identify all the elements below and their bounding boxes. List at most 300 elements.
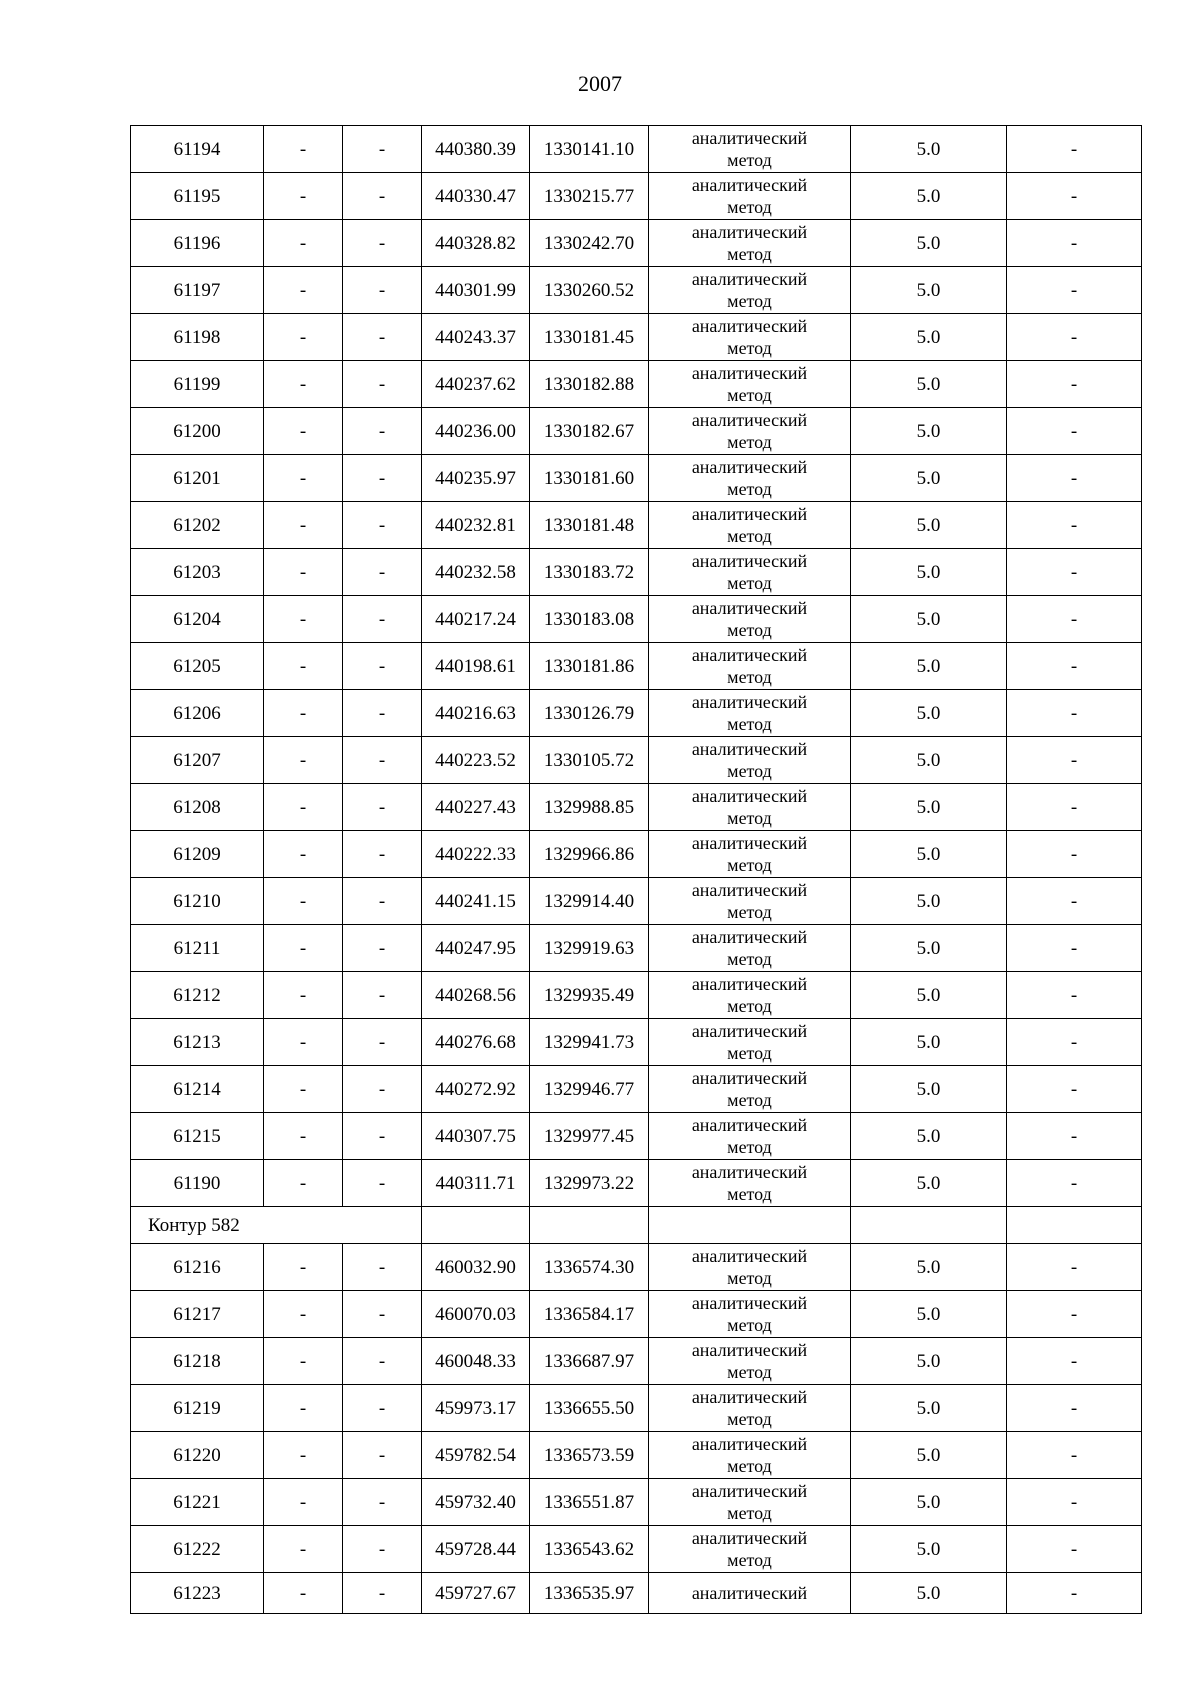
- method-cell: [649, 1479, 851, 1526]
- table-row: [131, 690, 1142, 737]
- x-coordinate-cell: 440237.62: [422, 361, 530, 408]
- dash-cell: -: [1007, 972, 1142, 1019]
- y-coordinate-cell: 1330181.45: [530, 314, 649, 361]
- table-row: [131, 643, 1142, 690]
- point-id-cell: 61219: [131, 1385, 264, 1432]
- dash-cell: -: [264, 643, 343, 690]
- method-cell: [649, 596, 851, 643]
- y-coordinate-cell: 1329914.40: [530, 878, 649, 925]
- accuracy-cell: 5.0: [851, 314, 1007, 361]
- method-line-2: метод: [727, 244, 772, 264]
- method-cell: [649, 1432, 851, 1479]
- dash-cell: -: [1007, 643, 1142, 690]
- table-row: [131, 737, 1142, 784]
- y-coordinate-cell: 1329946.77: [530, 1066, 649, 1113]
- table-row: [131, 502, 1142, 549]
- x-coordinate-cell: 440232.81: [422, 502, 530, 549]
- method-line-2: метод: [727, 1137, 772, 1157]
- y-coordinate-cell: 1330181.86: [530, 643, 649, 690]
- accuracy-cell: 5.0: [851, 878, 1007, 925]
- method-line-1: аналитический: [691, 363, 808, 383]
- table-row: [131, 1479, 1142, 1526]
- dash-cell: -: [1007, 1432, 1142, 1479]
- method-line-1: аналитический: [691, 1021, 808, 1041]
- method-line-1: аналитический: [691, 1387, 808, 1407]
- dash-cell: -: [1007, 502, 1142, 549]
- x-coordinate-cell: 440268.56: [422, 972, 530, 1019]
- dash-cell: -: [1007, 126, 1142, 173]
- method-line-1: аналитический: [691, 504, 808, 524]
- x-coordinate-cell: 460070.03: [422, 1291, 530, 1338]
- dash-cell: -: [343, 549, 422, 596]
- dash-cell: -: [264, 455, 343, 502]
- x-coordinate-cell: 440380.39: [422, 126, 530, 173]
- y-coordinate-cell: 1330183.08: [530, 596, 649, 643]
- table-row: [131, 408, 1142, 455]
- table-row: [131, 455, 1142, 502]
- dash-cell: -: [343, 737, 422, 784]
- dash-cell: -: [264, 314, 343, 361]
- x-coordinate-cell: 440217.24: [422, 596, 530, 643]
- method-line-2: метод: [727, 620, 772, 640]
- x-coordinate-cell: 440223.52: [422, 737, 530, 784]
- method-cell: [649, 1291, 851, 1338]
- method-line-2: метод: [727, 1315, 772, 1335]
- accuracy-cell: 5.0: [851, 1338, 1007, 1385]
- dash-cell: -: [343, 643, 422, 690]
- y-coordinate-cell: 1329977.45: [530, 1113, 649, 1160]
- table-row: [131, 1432, 1142, 1479]
- method-line-2: метод: [727, 197, 772, 217]
- dash-cell: -: [343, 925, 422, 972]
- dash-cell: -: [343, 361, 422, 408]
- x-coordinate-cell: 440236.00: [422, 408, 530, 455]
- x-coordinate-cell: 440222.33: [422, 831, 530, 878]
- method-cell: [649, 1526, 851, 1573]
- accuracy-cell: 5.0: [851, 502, 1007, 549]
- table-row: [131, 173, 1142, 220]
- dash-cell: -: [1007, 1244, 1142, 1291]
- dash-cell: -: [1007, 1338, 1142, 1385]
- method-cell: [649, 408, 851, 455]
- accuracy-cell: 5.0: [851, 173, 1007, 220]
- y-coordinate-cell: 1330182.67: [530, 408, 649, 455]
- y-coordinate-cell: 1329941.73: [530, 1019, 649, 1066]
- x-coordinate-cell: 440328.82: [422, 220, 530, 267]
- point-id-cell: 61217: [131, 1291, 264, 1338]
- method-line-2: метод: [727, 1090, 772, 1110]
- method-line-2: метод: [727, 432, 772, 452]
- point-id-cell: 61204: [131, 596, 264, 643]
- method-line-2: метод: [727, 526, 772, 546]
- method-line-1: аналитический: [691, 175, 808, 195]
- dash-cell: -: [264, 1244, 343, 1291]
- method-line-1: аналитический: [691, 1583, 808, 1603]
- x-coordinate-cell: 440301.99: [422, 267, 530, 314]
- point-id-cell: 61214: [131, 1066, 264, 1113]
- dash-cell: -: [343, 1066, 422, 1113]
- dash-cell: -: [264, 502, 343, 549]
- dash-cell: -: [1007, 173, 1142, 220]
- table-row: [131, 549, 1142, 596]
- x-coordinate-cell: 440232.58: [422, 549, 530, 596]
- point-id-cell: 61210: [131, 878, 264, 925]
- method-cell: [649, 831, 851, 878]
- dash-cell: -: [1007, 1385, 1142, 1432]
- x-coordinate-cell: 460032.90: [422, 1244, 530, 1291]
- dash-cell: -: [1007, 878, 1142, 925]
- dash-cell: -: [1007, 220, 1142, 267]
- y-coordinate-cell: 1330181.48: [530, 502, 649, 549]
- dash-cell: -: [264, 267, 343, 314]
- table-row: [131, 831, 1142, 878]
- dash-cell: -: [1007, 1066, 1142, 1113]
- method-cell: [649, 1385, 851, 1432]
- dash-cell: -: [264, 831, 343, 878]
- dash-cell: -: [343, 1019, 422, 1066]
- y-coordinate-cell: 1330182.88: [530, 361, 649, 408]
- table-row: [131, 1338, 1142, 1385]
- table-row: [131, 784, 1142, 831]
- dash-cell: -: [264, 1113, 343, 1160]
- empty-cell: [649, 1207, 851, 1244]
- dash-cell: -: [343, 784, 422, 831]
- point-id-cell: 61201: [131, 455, 264, 502]
- x-coordinate-cell: 459728.44: [422, 1526, 530, 1573]
- dash-cell: -: [343, 1244, 422, 1291]
- method-cell: [649, 1244, 851, 1291]
- method-line-1: аналитический: [691, 1293, 808, 1313]
- dash-cell: -: [1007, 1526, 1142, 1573]
- point-id-cell: 61190: [131, 1160, 264, 1207]
- dash-cell: -: [264, 737, 343, 784]
- accuracy-cell: 5.0: [851, 408, 1007, 455]
- y-coordinate-cell: 1336574.30: [530, 1244, 649, 1291]
- accuracy-cell: 5.0: [851, 1291, 1007, 1338]
- point-id-cell: 61209: [131, 831, 264, 878]
- dash-cell: -: [343, 455, 422, 502]
- dash-cell: -: [264, 690, 343, 737]
- accuracy-cell: 5.0: [851, 267, 1007, 314]
- table-row: [131, 1526, 1142, 1573]
- y-coordinate-cell: 1336573.59: [530, 1432, 649, 1479]
- method-line-2: метод: [727, 855, 772, 875]
- dash-cell: -: [343, 1385, 422, 1432]
- y-coordinate-cell: 1336543.62: [530, 1526, 649, 1573]
- dash-cell: -: [343, 314, 422, 361]
- method-line-2: метод: [727, 150, 772, 170]
- point-id-cell: 61213: [131, 1019, 264, 1066]
- table-row: [131, 1385, 1142, 1432]
- table-row: [131, 596, 1142, 643]
- method-line-2: метод: [727, 808, 772, 828]
- dash-cell: -: [264, 1066, 343, 1113]
- table-row: [131, 878, 1142, 925]
- method-cell: [649, 1573, 851, 1614]
- dash-cell: -: [343, 502, 422, 549]
- x-coordinate-cell: 460048.33: [422, 1338, 530, 1385]
- dash-cell: -: [264, 925, 343, 972]
- coordinates-table: [130, 125, 1142, 1614]
- accuracy-cell: 5.0: [851, 1160, 1007, 1207]
- method-cell: [649, 737, 851, 784]
- contour-header-row: [131, 1207, 1142, 1244]
- dash-cell: -: [264, 173, 343, 220]
- x-coordinate-cell: 459727.67: [422, 1573, 530, 1614]
- dash-cell: -: [343, 1160, 422, 1207]
- x-coordinate-cell: 459732.40: [422, 1479, 530, 1526]
- x-coordinate-cell: 440247.95: [422, 925, 530, 972]
- method-line-2: метод: [727, 1043, 772, 1063]
- y-coordinate-cell: 1336551.87: [530, 1479, 649, 1526]
- method-line-2: метод: [727, 1550, 772, 1570]
- method-line-2: метод: [727, 479, 772, 499]
- y-coordinate-cell: 1329966.86: [530, 831, 649, 878]
- table-row: [131, 267, 1142, 314]
- x-coordinate-cell: 440276.68: [422, 1019, 530, 1066]
- empty-cell: [1007, 1207, 1142, 1244]
- dash-cell: -: [343, 220, 422, 267]
- method-line-1: аналитический: [691, 739, 808, 759]
- method-line-2: метод: [727, 1409, 772, 1429]
- accuracy-cell: 5.0: [851, 455, 1007, 502]
- table-row: [131, 361, 1142, 408]
- method-line-1: аналитический: [691, 1340, 808, 1360]
- point-id-cell: 61196: [131, 220, 264, 267]
- method-cell: [649, 643, 851, 690]
- dash-cell: -: [1007, 361, 1142, 408]
- point-id-cell: 61222: [131, 1526, 264, 1573]
- point-id-cell: 61197: [131, 267, 264, 314]
- method-line-2: метод: [727, 338, 772, 358]
- method-cell: [649, 314, 851, 361]
- point-id-cell: 61203: [131, 549, 264, 596]
- accuracy-cell: 5.0: [851, 1113, 1007, 1160]
- method-line-1: аналитический: [691, 598, 808, 618]
- dash-cell: -: [1007, 1160, 1142, 1207]
- point-id-cell: 61195: [131, 173, 264, 220]
- point-id-cell: 61194: [131, 126, 264, 173]
- dash-cell: -: [1007, 784, 1142, 831]
- point-id-cell: 61200: [131, 408, 264, 455]
- method-cell: [649, 972, 851, 1019]
- method-cell: [649, 1160, 851, 1207]
- y-coordinate-cell: 1329935.49: [530, 972, 649, 1019]
- table-row: [131, 1113, 1142, 1160]
- y-coordinate-cell: 1329988.85: [530, 784, 649, 831]
- dash-cell: -: [264, 972, 343, 1019]
- accuracy-cell: 5.0: [851, 690, 1007, 737]
- method-cell: [649, 1338, 851, 1385]
- dash-cell: -: [1007, 737, 1142, 784]
- dash-cell: -: [343, 1338, 422, 1385]
- dash-cell: -: [264, 596, 343, 643]
- dash-cell: -: [264, 1573, 343, 1614]
- accuracy-cell: 5.0: [851, 361, 1007, 408]
- accuracy-cell: 5.0: [851, 549, 1007, 596]
- method-cell: [649, 361, 851, 408]
- method-line-1: аналитический: [691, 222, 808, 242]
- accuracy-cell: 5.0: [851, 596, 1007, 643]
- table-row: [131, 314, 1142, 361]
- method-line-1: аналитический: [691, 551, 808, 571]
- table-body: [131, 126, 1142, 1614]
- point-id-cell: 61208: [131, 784, 264, 831]
- accuracy-cell: 5.0: [851, 1066, 1007, 1113]
- table-row: [131, 1066, 1142, 1113]
- method-line-2: метод: [727, 949, 772, 969]
- dash-cell: -: [343, 1291, 422, 1338]
- method-line-1: аналитический: [691, 128, 808, 148]
- method-line-1: аналитический: [691, 927, 808, 947]
- accuracy-cell: 5.0: [851, 126, 1007, 173]
- x-coordinate-cell: 440241.15: [422, 878, 530, 925]
- x-coordinate-cell: 440198.61: [422, 643, 530, 690]
- y-coordinate-cell: 1330126.79: [530, 690, 649, 737]
- dash-cell: -: [1007, 1019, 1142, 1066]
- method-line-2: метод: [727, 1456, 772, 1476]
- method-cell: [649, 784, 851, 831]
- x-coordinate-cell: 440330.47: [422, 173, 530, 220]
- x-coordinate-cell: 459973.17: [422, 1385, 530, 1432]
- x-coordinate-cell: 440227.43: [422, 784, 530, 831]
- method-cell: [649, 455, 851, 502]
- x-coordinate-cell: 440307.75: [422, 1113, 530, 1160]
- x-coordinate-cell: 440243.37: [422, 314, 530, 361]
- method-cell: [649, 925, 851, 972]
- method-cell: [649, 1066, 851, 1113]
- point-id-cell: 61211: [131, 925, 264, 972]
- table-row: [131, 126, 1142, 173]
- dash-cell: -: [264, 549, 343, 596]
- y-coordinate-cell: 1330215.77: [530, 173, 649, 220]
- accuracy-cell: 5.0: [851, 737, 1007, 784]
- method-cell: [649, 878, 851, 925]
- dash-cell: -: [1007, 1573, 1142, 1614]
- dash-cell: -: [343, 1432, 422, 1479]
- y-coordinate-cell: 1336535.97: [530, 1573, 649, 1614]
- accuracy-cell: 5.0: [851, 1244, 1007, 1291]
- method-line-1: аналитический: [691, 880, 808, 900]
- method-line-1: аналитический: [691, 833, 808, 853]
- method-line-1: аналитический: [691, 1434, 808, 1454]
- y-coordinate-cell: 1330260.52: [530, 267, 649, 314]
- method-cell: [649, 173, 851, 220]
- dash-cell: -: [343, 267, 422, 314]
- dash-cell: -: [1007, 831, 1142, 878]
- method-line-1: аналитический: [691, 692, 808, 712]
- dash-cell: -: [264, 878, 343, 925]
- dash-cell: -: [264, 1291, 343, 1338]
- dash-cell: -: [1007, 1291, 1142, 1338]
- point-id-cell: 61221: [131, 1479, 264, 1526]
- dash-cell: -: [1007, 596, 1142, 643]
- point-id-cell: 61198: [131, 314, 264, 361]
- dash-cell: -: [343, 972, 422, 1019]
- method-line-2: метод: [727, 761, 772, 781]
- table-row: [131, 1291, 1142, 1338]
- dash-cell: -: [343, 1479, 422, 1526]
- method-line-1: аналитический: [691, 645, 808, 665]
- accuracy-cell: 5.0: [851, 1385, 1007, 1432]
- x-coordinate-cell: 440311.71: [422, 1160, 530, 1207]
- x-coordinate-cell: 440272.92: [422, 1066, 530, 1113]
- page-number: 2007: [578, 71, 622, 96]
- accuracy-cell: 5.0: [851, 925, 1007, 972]
- dash-cell: -: [264, 220, 343, 267]
- method-line-1: аналитический: [691, 1068, 808, 1088]
- dash-cell: -: [1007, 455, 1142, 502]
- method-cell: [649, 220, 851, 267]
- point-id-cell: 61218: [131, 1338, 264, 1385]
- dash-cell: -: [343, 831, 422, 878]
- point-id-cell: 61207: [131, 737, 264, 784]
- y-coordinate-cell: 1330183.72: [530, 549, 649, 596]
- point-id-cell: 61202: [131, 502, 264, 549]
- empty-cell: [851, 1207, 1007, 1244]
- method-line-1: аналитический: [691, 316, 808, 336]
- dash-cell: -: [343, 878, 422, 925]
- y-coordinate-cell: 1330242.70: [530, 220, 649, 267]
- method-line-2: метод: [727, 996, 772, 1016]
- table-row: [131, 972, 1142, 1019]
- table-row: [131, 220, 1142, 267]
- point-id-cell: 61205: [131, 643, 264, 690]
- empty-cell: [530, 1207, 649, 1244]
- method-line-1: аналитический: [691, 1528, 808, 1548]
- dash-cell: -: [1007, 549, 1142, 596]
- method-line-2: метод: [727, 667, 772, 687]
- method-line-1: аналитический: [691, 1162, 808, 1182]
- dash-cell: -: [1007, 314, 1142, 361]
- y-coordinate-cell: 1330105.72: [530, 737, 649, 784]
- y-coordinate-cell: 1330181.60: [530, 455, 649, 502]
- accuracy-cell: 5.0: [851, 1479, 1007, 1526]
- accuracy-cell: 5.0: [851, 643, 1007, 690]
- x-coordinate-cell: 459782.54: [422, 1432, 530, 1479]
- contour-label: Контур 582: [131, 1207, 422, 1244]
- method-line-2: метод: [727, 291, 772, 311]
- method-line-2: метод: [727, 1362, 772, 1382]
- dash-cell: -: [264, 784, 343, 831]
- point-id-cell: 61212: [131, 972, 264, 1019]
- table-row: [131, 1573, 1142, 1614]
- dash-cell: -: [264, 1019, 343, 1066]
- dash-cell: -: [1007, 1113, 1142, 1160]
- table-row: [131, 1244, 1142, 1291]
- method-line-1: аналитический: [691, 786, 808, 806]
- method-line-2: метод: [727, 902, 772, 922]
- dash-cell: -: [264, 1432, 343, 1479]
- accuracy-cell: 5.0: [851, 1573, 1007, 1614]
- dash-cell: -: [1007, 690, 1142, 737]
- dash-cell: -: [264, 1526, 343, 1573]
- method-cell: [649, 1019, 851, 1066]
- accuracy-cell: 5.0: [851, 831, 1007, 878]
- method-line-1: аналитический: [691, 974, 808, 994]
- method-line-2: метод: [727, 714, 772, 734]
- dash-cell: -: [343, 596, 422, 643]
- accuracy-cell: 5.0: [851, 972, 1007, 1019]
- dash-cell: -: [343, 1573, 422, 1614]
- method-line-2: метод: [727, 1503, 772, 1523]
- dash-cell: -: [264, 1385, 343, 1432]
- dash-cell: -: [343, 690, 422, 737]
- dash-cell: -: [264, 1338, 343, 1385]
- dash-cell: -: [343, 173, 422, 220]
- method-line-1: аналитический: [691, 410, 808, 430]
- method-line-1: аналитический: [691, 457, 808, 477]
